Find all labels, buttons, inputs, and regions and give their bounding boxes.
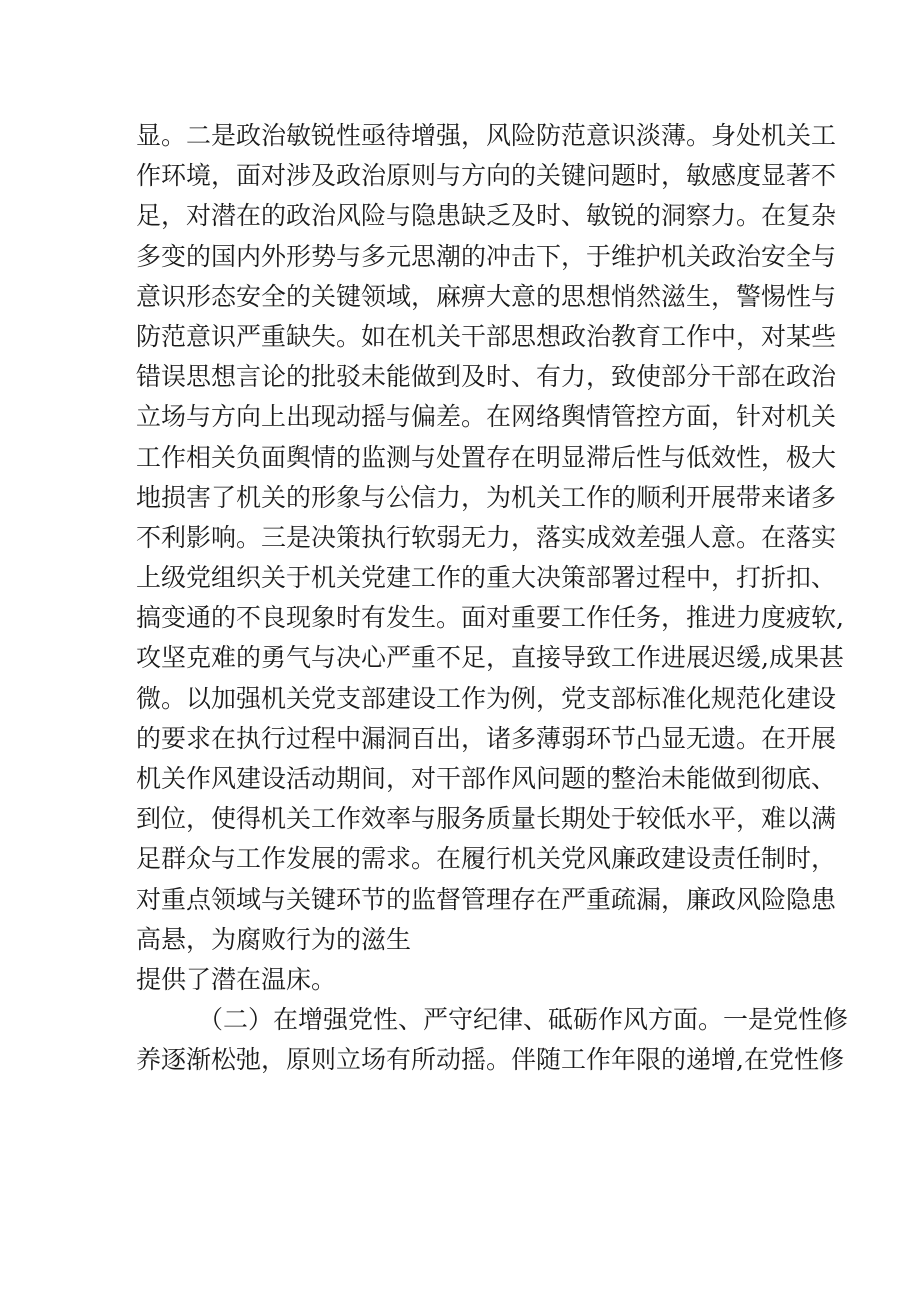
text-line: 上级党组织关于机关党建工作的重大决策部署过程中，打折扣、 [136, 563, 837, 593]
text-line: 多变的国内外形势与多元思潮的冲击下，于维护机关政治安全与 [136, 241, 837, 271]
text-line: 对重点领域与关键环节的监督管理存在严重疏漏，廉政风险隐患 [136, 884, 837, 914]
text-line: 防范意识严重缺失。如在机关干部思想政治教育工作中，对某些 [136, 321, 837, 351]
text-line: 提供了潜在温床。 [136, 964, 337, 994]
text-line: 地损害了机关的形象与公信力，为机关工作的顺利开展带来诸多 [136, 482, 837, 512]
text-line: 高悬，为腐败行为的滋生 [136, 924, 412, 954]
text-line: 足群众与工作发展的需求。在履行机关党风廉政建设责任制时， [136, 844, 837, 874]
section-heading-line: （二）在增强党性、严守纪律、砥砺作风方面。一是党性修 [198, 1005, 849, 1035]
text-line: 立场与方向上出现动摇与偏差。在网络舆情管控方面，针对机关 [136, 402, 837, 432]
text-line: 搞变通的不良现象时有发生。面对重要工作任务，推进力度疲软, [136, 603, 844, 633]
text-line: 意识形态安全的关键领域，麻痹大意的思想悄然滋生，警惕性与 [136, 281, 837, 311]
text-line: 工作相关负面舆情的监测与处置存在明显滞后性与低效性，极大 [136, 442, 837, 472]
text-line: 攻坚克难的勇气与决心严重不足，直接导致工作进展迟缓,成果甚 [136, 643, 844, 673]
text-line: 机关作风建设活动期间，对干部作风问题的整治未能做到彻底、 [136, 764, 837, 793]
text-line: 养逐渐松弛，原则立场有所动摇。伴随工作年限的递增,在党性修 [136, 1045, 844, 1075]
text-line: 作环境，面对涉及政治原则与方向的关键问题时，敏感度显著不 [136, 161, 837, 191]
text-line: 显。二是政治敏锐性亟待增强，风险防范意识淡薄。身处机关工 [136, 121, 837, 150]
text-line: 的要求在执行过程中漏洞百出，诸多薄弱环节凸显无遗。在开展 [136, 723, 837, 753]
text-line: 到位，使得机关工作效率与服务质量长期处于较低水平，难以满 [136, 804, 837, 834]
text-line: 微。以加强机关党支部建设工作为例，党支部标准化规范化建设 [136, 683, 837, 713]
text-line: 足，对潜在的政治风险与隐患缺乏及时、敏锐的洞察力。在复杂 [136, 201, 837, 231]
body-text [136, 116, 849, 1081]
text-line: 错误思想言论的批驳未能做到及时、有力，致使部分干部在政治 [136, 362, 837, 392]
text-line: 不利影响。三是决策执行软弱无力，落实成效差强人意。在落实 [136, 522, 837, 552]
